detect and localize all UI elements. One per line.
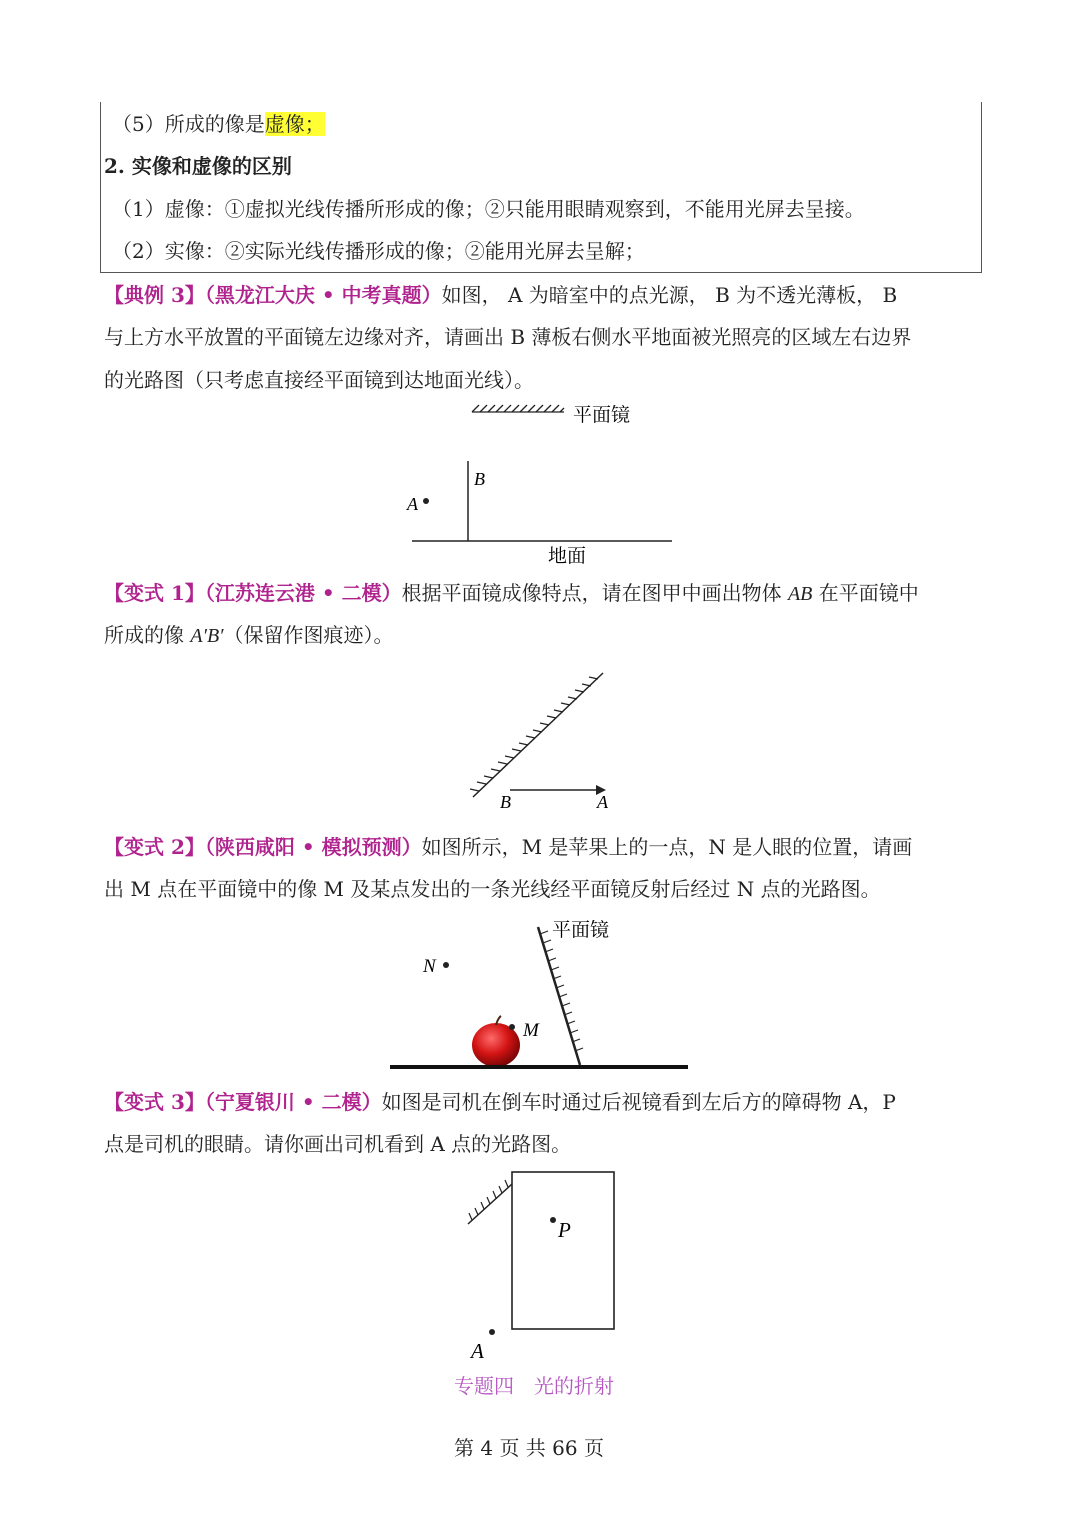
example3-tag: 【典例 3】（黑龙江大庆 • 中考真题）	[104, 283, 442, 307]
mirror-hatch	[540, 931, 583, 1051]
variant2-text1: 如图所示，M 是苹果上的一点，N 是人眼的位置，请画	[421, 835, 913, 859]
mirror-hatch	[472, 405, 564, 412]
section-title: 2. 实像和虚像的区别	[104, 154, 292, 178]
variant3-tag: 【变式 3】（宁夏银川 • 二模）	[104, 1090, 382, 1114]
mirror-label: 平面镜	[573, 405, 631, 426]
example3-figure	[400, 398, 690, 573]
variant3-line2: 点是司机的眼睛。请你画出司机看到 A 点的光路图。	[104, 1132, 572, 1156]
example3-text1: 如图， A 为暗室中的点光源， B 为不透光薄板， B	[441, 283, 898, 307]
variant1-text1b: 在平面镜中	[812, 581, 919, 605]
car-rectangle	[512, 1172, 614, 1329]
label-b: B	[500, 792, 511, 812]
item5-highlight: 虚像；	[264, 112, 325, 136]
variant1-line1	[104, 579, 919, 608]
variant1-text2a: 所成的像	[104, 623, 191, 647]
item5-text: （5）所成的像是	[112, 112, 265, 136]
variant1-figure	[460, 665, 620, 815]
variant3-figure	[460, 1168, 630, 1363]
page-footer: 第 4 页 共 66 页	[454, 1436, 604, 1460]
point-m	[509, 1024, 515, 1030]
example3-line1	[104, 281, 897, 309]
point-a-label: A	[471, 1339, 484, 1363]
variant2-tag: 【变式 2】（陕西咸阳 • 模拟预测）	[104, 835, 422, 859]
tilted-mirror	[538, 927, 580, 1065]
variant1-text1a: 根据平面镜成像特点，请在图甲中画出物体	[401, 581, 788, 605]
point-p-label: P	[558, 1218, 571, 1242]
summary-item-5	[112, 110, 325, 138]
obstacle-a	[489, 1329, 495, 1335]
mirror-hatch	[470, 677, 598, 791]
variant1-text2b: （保留作图痕迹）。	[223, 623, 394, 647]
mirror-label: 平面镜	[552, 920, 610, 941]
label-a: A	[597, 792, 608, 812]
driver-eye-p	[550, 1217, 556, 1223]
light-source-a	[423, 498, 429, 504]
variant2-line2: 出 M 点在平面镜中的像 M 及某点发出的一条光线经平面镜反射后经过 N 点的光路图。	[104, 877, 881, 901]
mirror-hatch	[469, 1180, 508, 1220]
variant3-line1	[104, 1088, 896, 1116]
variant1-line2	[104, 621, 394, 650]
ground-label: 地面	[548, 546, 587, 567]
example3-line3: 的光路图（只考虑直接经平面镜到达地面光线）。	[104, 368, 534, 392]
virtual-image-line: （1）虚像：①虚拟光线传播所形成的像；②只能用眼睛观察到，不能用光屏去呈接。	[112, 197, 865, 221]
variant1-tag: 【变式 1】（江苏连云港 • 二模）	[104, 581, 402, 605]
point-a-label: A	[407, 494, 418, 514]
example3-line2: 与上方水平放置的平面镜左边缘对齐，请画出 B 薄板右侧水平地面被光照亮的区域左右边界	[104, 325, 912, 349]
object-ab: AB	[787, 583, 813, 605]
next-topic-heading: 专题四 光的折射	[454, 1374, 614, 1398]
variant2-figure	[385, 912, 695, 1077]
variant2-line1	[104, 833, 912, 861]
eye-point-n	[443, 962, 449, 968]
image-ab: A′B′	[190, 625, 224, 647]
board-b-label: B	[474, 469, 485, 489]
point-n-label: N	[423, 956, 436, 977]
real-image-line: （2）实像：②实际光线传播形成的像；②能用光屏去呈解；	[112, 239, 645, 263]
variant3-text1: 如图是司机在倒车时通过后视镜看到左后方的障碍物 A，P	[381, 1090, 896, 1114]
point-m-label: M	[523, 1020, 539, 1041]
